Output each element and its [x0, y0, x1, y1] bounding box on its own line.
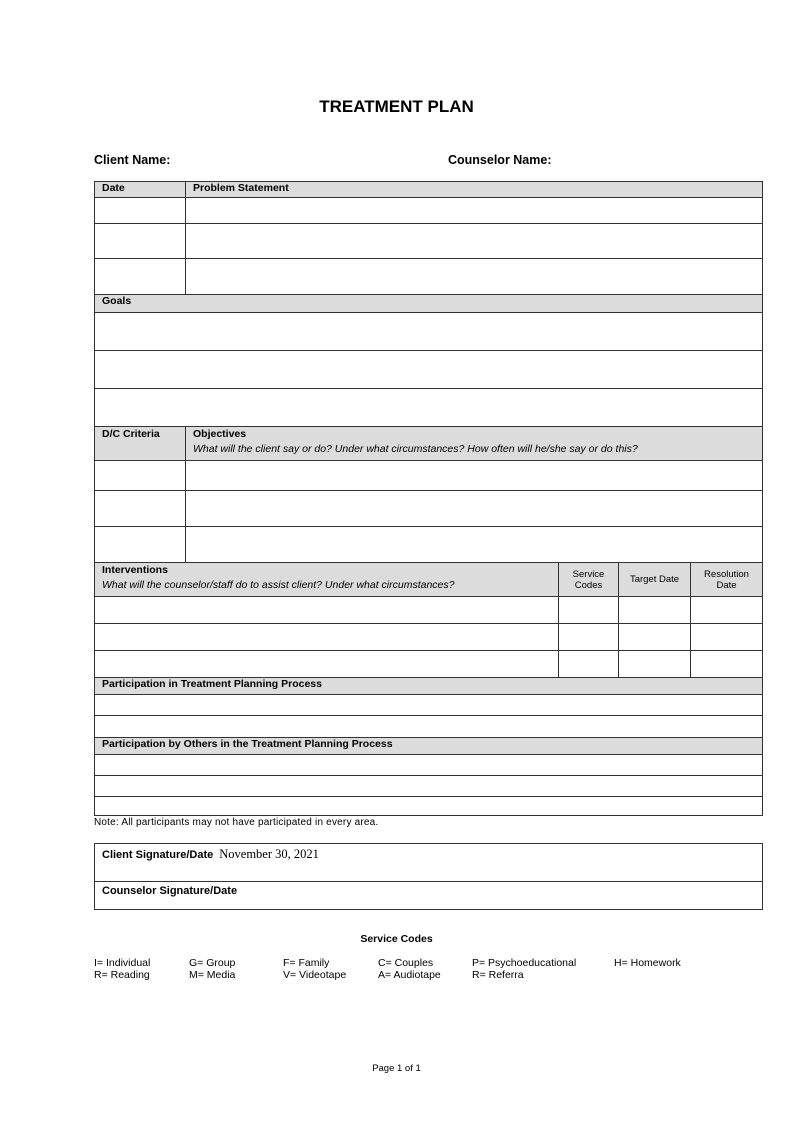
participation-others-cell[interactable] — [95, 755, 763, 776]
counselor-signature-label: Counselor Signature/Date — [102, 885, 238, 897]
problem-table — [94, 181, 763, 295]
counselor-signature-cell[interactable] — [95, 882, 763, 910]
service-code-item: P= Psychoeducational — [472, 957, 577, 969]
objective-cell[interactable] — [186, 527, 763, 563]
participation-others-header: Participation by Others in the Treatment Planning Process — [95, 738, 763, 755]
date-cell[interactable] — [95, 198, 186, 224]
service-code-item: R= Reading — [94, 969, 150, 981]
service-codes-title: Service Codes — [360, 933, 433, 945]
page-title: TREATMENT PLAN — [319, 97, 474, 116]
goal-cell[interactable] — [95, 313, 763, 351]
problem-cell[interactable] — [186, 259, 763, 295]
objective-cell[interactable] — [186, 491, 763, 527]
client-signature-cell[interactable] — [95, 844, 763, 882]
codes-label: Codes — [574, 579, 603, 591]
intervention-cell[interactable] — [95, 624, 559, 651]
participation-cell[interactable] — [95, 695, 763, 716]
signature-table — [94, 843, 763, 910]
resolution-date-header — [691, 563, 763, 597]
service-code-item: R= Referra — [472, 969, 524, 981]
goals-header: Goals — [95, 295, 763, 313]
resolution-date-cell[interactable] — [691, 597, 763, 624]
page-footer: Page 1 of 1 — [372, 1063, 421, 1074]
client-signature-value: November 30, 2021 — [219, 847, 319, 861]
date-cell[interactable] — [95, 224, 186, 259]
dc-cell[interactable] — [95, 527, 186, 563]
participation-cell[interactable] — [95, 716, 763, 738]
intervention-cell[interactable] — [95, 651, 559, 678]
service-code-item: F= Family — [283, 957, 330, 969]
participation-others-cell[interactable] — [95, 797, 763, 816]
dc-cell[interactable] — [95, 491, 186, 527]
objectives-subtitle: What will the client say or do? Under what circumstances? How often will he/she say or do this? — [193, 443, 638, 455]
objectives-title: Objectives — [193, 428, 247, 440]
objectives-header — [186, 427, 763, 461]
target-date-cell[interactable] — [619, 624, 691, 651]
goal-cell[interactable] — [95, 389, 763, 427]
service-code-cell[interactable] — [559, 651, 619, 678]
intervention-cell[interactable] — [95, 597, 559, 624]
interventions-header — [95, 563, 559, 597]
interventions-subtitle: What will the counselor/staff do to assist client? Under what circumstances? — [102, 579, 455, 591]
counselor-name-label: Counselor Name: — [448, 153, 552, 167]
service-codes-header — [559, 563, 619, 597]
service-code-item: G= Group — [189, 957, 236, 969]
service-code-item: M= Media — [189, 969, 236, 981]
participants-note: Note: All participants may not have participated in every area. — [94, 817, 379, 828]
goals-table — [94, 294, 763, 427]
resolution-date-cell[interactable] — [691, 651, 763, 678]
target-date-cell[interactable] — [619, 597, 691, 624]
target-date-header: Target Date — [619, 563, 691, 597]
participation-others-table — [94, 737, 763, 816]
client-signature-label: Client Signature/Date — [102, 849, 214, 861]
participation-table — [94, 677, 763, 738]
problem-cell[interactable] — [186, 198, 763, 224]
date-cell[interactable] — [95, 259, 186, 295]
res-date-label: Date — [716, 579, 737, 591]
dc-criteria-header: D/C Criteria — [95, 427, 186, 461]
interventions-title: Interventions — [102, 564, 168, 576]
problem-statement-header: Problem Statement — [186, 182, 763, 198]
service-code-item: V= Videotape — [283, 969, 347, 981]
resolution-date-cell[interactable] — [691, 624, 763, 651]
service-code-item: I= Individual — [94, 957, 151, 969]
resolution-label: Resolution — [704, 568, 749, 580]
date-header: Date — [95, 182, 186, 198]
goal-cell[interactable] — [95, 351, 763, 389]
interventions-table — [94, 562, 763, 678]
participation-others-cell[interactable] — [95, 776, 763, 797]
service-code-cell[interactable] — [559, 597, 619, 624]
service-label: Service — [572, 568, 605, 580]
objective-cell[interactable] — [186, 461, 763, 491]
service-code-item: A= Audiotape — [378, 969, 441, 981]
problem-cell[interactable] — [186, 224, 763, 259]
service-code-item: C= Couples — [378, 957, 434, 969]
target-date-cell[interactable] — [619, 651, 691, 678]
service-code-cell[interactable] — [559, 624, 619, 651]
dc-cell[interactable] — [95, 461, 186, 491]
service-code-item: H= Homework — [614, 957, 681, 969]
client-name-label: Client Name: — [94, 153, 171, 167]
objectives-table — [94, 426, 763, 563]
participation-header: Participation in Treatment Planning Process — [95, 678, 763, 695]
